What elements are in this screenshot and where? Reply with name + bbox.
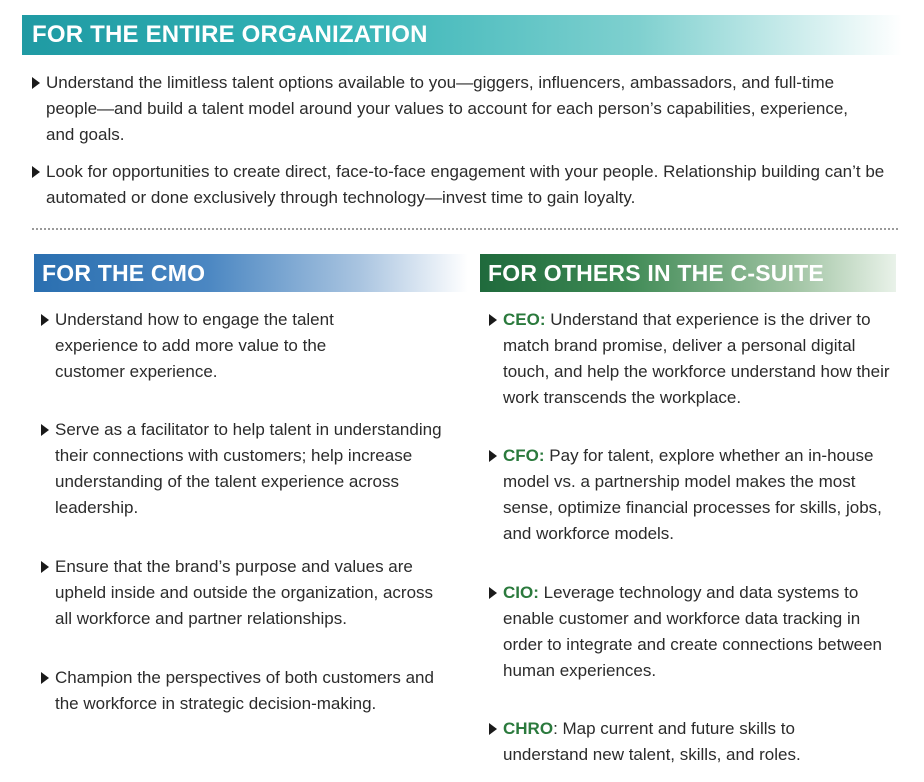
bullet-triangle-icon: [32, 77, 40, 89]
csuite-item-text: : Map current and future skills to understand new talent, skills, and roles.: [503, 719, 801, 764]
csuite-item-text: Leverage technology and data systems to enable customer and workforce data tracking in order to integrate and create connections between human experiences.: [503, 583, 882, 680]
organization-banner: FOR THE ENTIRE ORGANIZATION: [22, 15, 902, 55]
bullet-triangle-icon: [41, 672, 49, 684]
cmo-item: [55, 554, 445, 632]
cmo-item: [55, 417, 445, 521]
csuite-item-text: Understand that experience is the driver to match brand promise, deliver a personal digital touch, and help the workforce understand how their work transcends the workplace.: [503, 310, 890, 407]
role-label: CHRO: [503, 719, 554, 738]
role-label: CIO:: [503, 583, 539, 602]
csuite-item-text: Pay for talent, explore whether an in-house model vs. a partnership model makes the most sense, optimize financial processes for skills, jobs, and workforce models.: [503, 446, 882, 543]
csuite-item-ceo: [503, 307, 903, 411]
organization-item-text: Look for opportunities to create direct, face-to-face engagement with your people. Relationship building can’t be automated or done exclusively through technology—invest time to gain loyalty.: [46, 162, 885, 207]
csuite-item-cio: [503, 580, 893, 684]
cmo-item-text: Ensure that the brand’s purpose and values are upheld inside and outside the organization, across all workforce and partner relationships.: [55, 557, 434, 628]
bullet-triangle-icon: [489, 450, 497, 462]
bullet-triangle-icon: [41, 314, 49, 326]
csuite-item-chro: [503, 716, 873, 768]
cmo-item-text: Serve as a facilitator to help talent in understanding their connections with customers; help increase understanding of the talent experience across leadership.: [55, 420, 442, 517]
bullet-triangle-icon: [41, 561, 49, 573]
section-divider: [32, 228, 898, 230]
cmo-item: [55, 307, 385, 385]
cmo-item: [55, 665, 445, 717]
csuite-item-cfo: [503, 443, 903, 547]
cmo-item-text: Understand how to engage the talent experience to add more value to the customer experience.: [55, 310, 334, 381]
csuite-banner: FOR OTHERS IN THE C-SUITE: [480, 254, 896, 292]
bullet-triangle-icon: [489, 587, 497, 599]
bullet-triangle-icon: [489, 723, 497, 735]
role-label: CFO:: [503, 446, 545, 465]
bullet-triangle-icon: [489, 314, 497, 326]
cmo-item-text: Champion the perspectives of both customers and the workforce in strategic decision-making.: [55, 668, 434, 713]
bullet-triangle-icon: [32, 166, 40, 178]
organization-item-text: Understand the limitless talent options available to you—giggers, influencers, ambassadors, and full-time people—and build a talent model around your values to account for each person’s capabilities, experience, and goals.: [46, 73, 849, 144]
organization-item: [46, 70, 876, 148]
cmo-banner: FOR THE CMO: [34, 254, 468, 292]
bullet-triangle-icon: [41, 424, 49, 436]
role-label: CEO:: [503, 310, 546, 329]
organization-item: [46, 159, 906, 211]
